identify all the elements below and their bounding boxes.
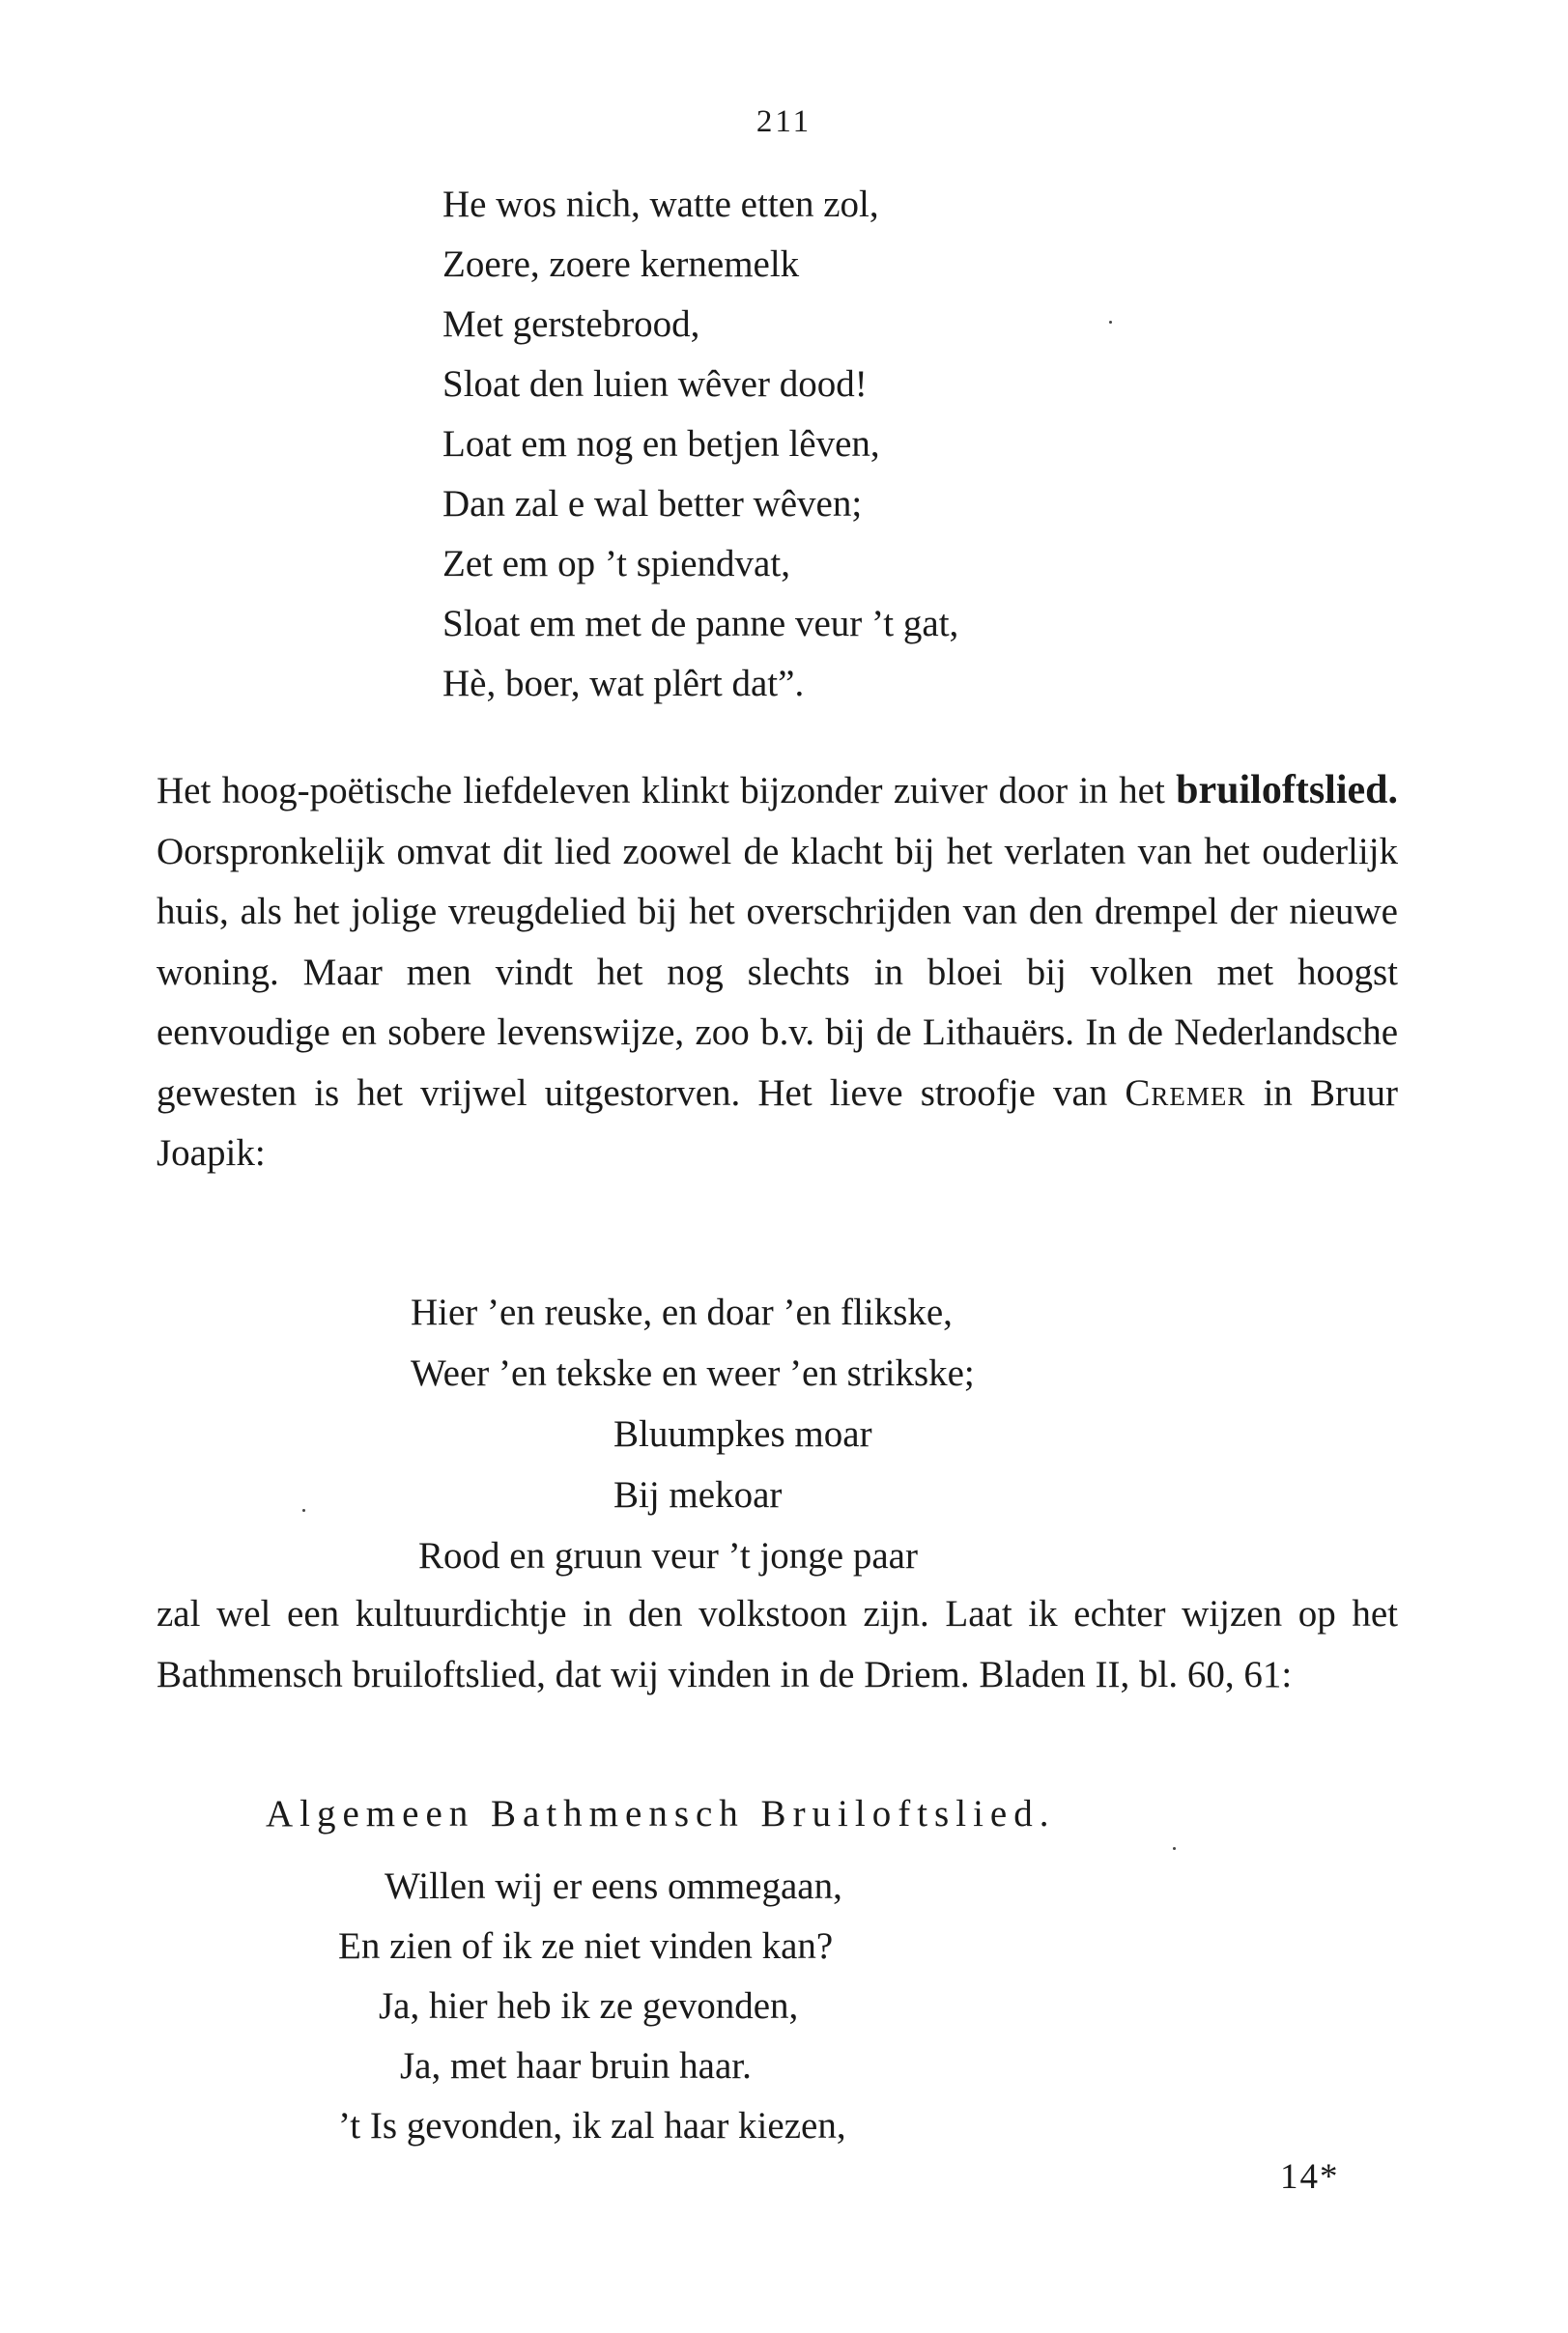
- poem-line: Zet em op ’t spiendvat,: [442, 543, 790, 584]
- poem-line: En zien of ik ze niet vinden kan?: [338, 1925, 834, 1967]
- paragraph-end: in Bruur Joapik:: [157, 1071, 1399, 1174]
- print-speck: [1109, 321, 1112, 324]
- poem-line: Sloat em met de panne veur ’t gat,: [442, 603, 959, 644]
- paragraph-bruiloftslied: [157, 760, 1398, 1184]
- poem-line: Willen wij er eens ommegaan,: [385, 1865, 842, 1907]
- poem-line: Hè, boer, wat plêrt dat”.: [442, 663, 805, 704]
- bold-term: bruiloftslied.: [1176, 768, 1399, 812]
- signature-mark: 14*: [1280, 2157, 1340, 2197]
- page-number: 211: [755, 104, 813, 139]
- poem-line: ’t Is gevonden, ik zal haar kiezen,: [338, 2105, 846, 2147]
- poem-line: Loat em nog en betjen lêven,: [442, 423, 880, 465]
- poem-line: Ja, hier heb ik ze gevonden,: [379, 1985, 799, 2027]
- poem-line: Bluumpkes moar: [613, 1413, 872, 1455]
- song-title: Algemeen Bathmensch Bruiloftslied.: [266, 1793, 1056, 1835]
- poem-line: Bij mekoar: [613, 1474, 783, 1516]
- poem-line: Ja, met haar bruin haar.: [400, 2045, 752, 2087]
- poem-line: Hier ’en reuske, en doar ’en flikske,: [411, 1292, 953, 1333]
- paragraph-bathmen: [157, 1584, 1398, 1705]
- poem-cremer: [411, 1282, 975, 1586]
- poem-weaver: [442, 175, 958, 714]
- paragraph-body: zal wel een kultuurdichtje in den volkstoon zijn. Laat ik echter wijzen op het Bathmensch bruiloftslied, dat wij vinden in de Driem. Bladen II, bl. 60, 61:: [157, 1593, 1398, 1695]
- poem-line: He wos nich, watte etten zol,: [442, 184, 879, 225]
- poem-line: Sloat den luien wêver dood!: [442, 363, 868, 405]
- poem-line: Zoere, zoere kernemelk: [442, 243, 800, 285]
- paragraph-intro: Het hoog-poëtische liefdeleven klinkt bijzonder zuiver door in het: [157, 770, 1165, 811]
- author-name: Cremer: [1125, 1071, 1246, 1114]
- poem-line: Dan zal e wal better wêven;: [442, 483, 863, 525]
- poem-bathmen: [338, 1857, 846, 2156]
- poem-line: Met gerstebrood,: [442, 303, 700, 345]
- print-speck: [302, 1509, 305, 1512]
- print-speck: [1173, 1847, 1176, 1850]
- poem-line: Weer ’en tekske en weer ’en strikske;: [411, 1352, 975, 1394]
- paragraph-body: Oorspronkelijk omvat dit lied zoowel de klacht bij het verlaten van het ouderlijk huis, als het jolige vreugdelied bij het overschrijden van den drempel der nieuwe woning. Maar men vindt het nog slechts in bloei bij volken met hoogst eenvoudige en sobere levenswijze, zoo b.v. bij de Lithauërs. In de Nederlandsche gewesten is het vrijwel uitgestorven. Het lieve stroofje van: [157, 830, 1398, 1114]
- poem-line: Rood en gruun veur ’t jonge paar: [418, 1535, 918, 1577]
